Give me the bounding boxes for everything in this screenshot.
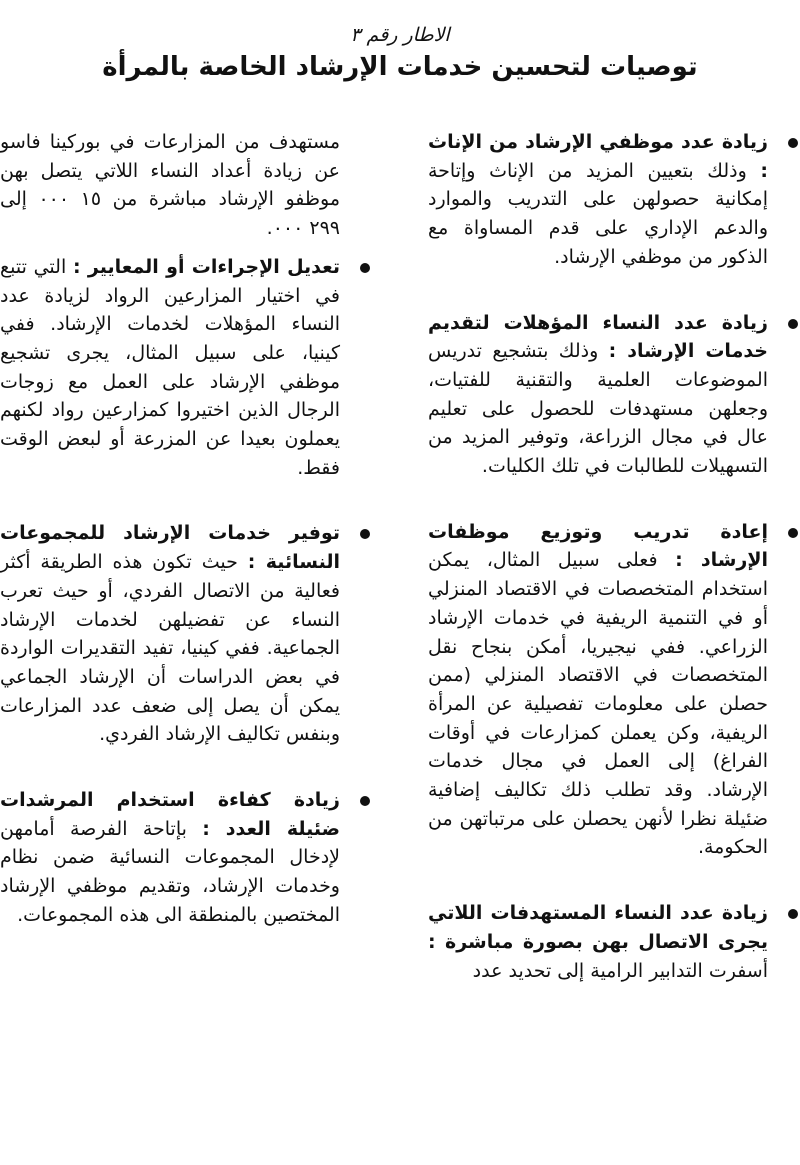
recommendation-item (428, 899, 768, 985)
item-body: بإتاحة الفرصة أمامهن لإدخال المجموعات النسائية ضمن نظام وخدمات الإرشاد، وتقديم موظفي الإرشاد المختصين بالمنطقة الى هذه المجموعات. (0, 817, 340, 926)
item-heading: زيادة عدد النساء المستهدفات اللاتي يجرى الاتصال بهن بصورة مباشرة : (428, 902, 768, 953)
left-column (0, 128, 340, 930)
item-body: حيث تكون هذه الطريقة أكثر فعالية من الاتصال الفردي، أو حيث تعرب النساء عن تفضيلهن لخدمات الإرشاد الجماعية. ففي كينيا، تفيد التقديرات الواردة في بعض الدراسات أن الإرشاد الجماعي يمكن أن يصل إلى ضعف عدد المزارعات وبنفس تكاليف الإرشاد الفردي. (0, 551, 340, 746)
recommendation-item (0, 253, 340, 483)
item-heading: زيادة عدد موظفي الإرشاد من الإناث : (428, 131, 768, 182)
bullet-icon (360, 796, 370, 806)
bullet-icon (788, 528, 798, 538)
bullet-icon (788, 909, 798, 919)
recommendation-item (428, 309, 768, 481)
continuation-paragraph (0, 128, 340, 243)
recommendation-item (428, 518, 768, 862)
item-heading: تعديل الإجراءات أو المعايير : (72, 255, 340, 278)
item-heading: زيادة عدد النساء المؤهلات لتقديم خدمات الإرشاد : (428, 311, 768, 363)
page-title: توصيات لتحسين خدمات الإرشاد الخاصة بالمرأة (102, 52, 698, 82)
recommendation-item (0, 519, 340, 749)
continuation-text: مستهدف من المزارعات في بوركينا فاسو عن زيادة أعداد النساء اللاتي يتصل بهن موظفو الإرشاد مباشرة من ١٥ ٠٠٠ إلى ٢٩٩ ٠٠٠. (0, 131, 340, 240)
item-body: التي تتبع في اختيار المزارعين الرواد لزيادة عدد النساء المؤهلات لخدمات الإرشاد. ففي كينيا، على سبيل المثال، يجرى تشجيع موظفي الإرشاد على العمل مع زوجات الرجال الذين اختيروا كمزارعين رواد لكنهم يعملون بعيدا عن المزرعة أو لبعض الوقت فقط. (0, 255, 340, 479)
bullet-icon (360, 529, 370, 539)
bullet-icon (788, 319, 798, 329)
recommendation-item (0, 786, 340, 930)
item-heading: إعادة تدريب وتوزيع موظفات الإرشاد : (428, 520, 768, 572)
recommendation-item (428, 128, 768, 272)
item-heading: زيادة كفاءة استخدام المرشدات ضئيلة العدد : (0, 789, 340, 840)
item-body: وذلك بتعيين المزيد من الإناث وإتاحة إمكانية حصولهن على التدريب والموارد والدعم الإداري على قدم المساواة مع الذكور من موظفي الإرشاد. (428, 159, 768, 268)
header (0, 22, 800, 84)
item-heading: توفير خدمات الإرشاد للمجموعات النسائية : (0, 522, 341, 574)
item-body: فعلى سبيل المثال، يمكن استخدام المتخصصات في الاقتصاد المنزلي أو في التنمية الريفية في خدمات الإرشاد الزراعي. ففي نيجيريا، أمكن بنجاح نقل المتخصصات في الاقتصاد المنزلي (ممن حصلن على معلومات تفصيلية عن المرأة الريفية، وكن يعملن كمزارعات في أوقات الفراغ) إلى العمل في مجال خدمات الإرشاد. وقد تطلب ذلك تكاليف إضافية ضئيلة نظرا لأنهن يحصلن على مرتباتهن من الحكومة. (428, 549, 768, 859)
item-body: أسفرت التدابير الرامية إلى تحديد عدد (472, 959, 768, 982)
bullet-icon (788, 138, 798, 148)
bullet-icon (360, 263, 370, 273)
item-body: وذلك بتشجيع تدريس الموضوعات العلمية والتقنية للفتيات، وجعلهن مستهدفات للحصول على تعليم عال في مجال الزراعة، وتوفير المزيد من التسهيلات للطالبات في تلك الكليات. (428, 340, 768, 478)
box-number: الاطار رقم ٣ (350, 24, 450, 46)
right-column (428, 128, 768, 985)
